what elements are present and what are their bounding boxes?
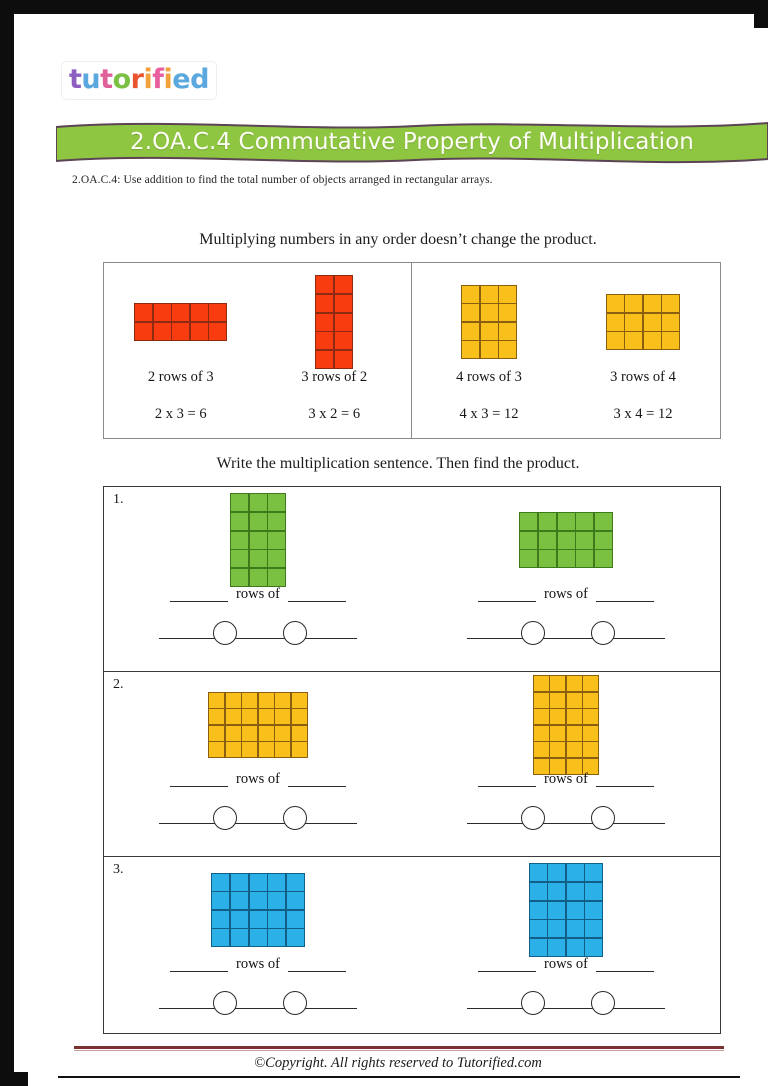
- logo-letter: u: [81, 64, 101, 95]
- array-cell: [268, 532, 285, 549]
- array-cell: [226, 742, 241, 757]
- array-cell: [231, 929, 248, 946]
- array-cell: [662, 332, 679, 349]
- sentence-rule: [467, 1008, 665, 1009]
- array-cell: [250, 494, 267, 511]
- array-cell: [481, 304, 498, 321]
- rows-of-answer-line: [478, 957, 654, 972]
- sentence-rule: [159, 823, 357, 824]
- array-cell: [335, 276, 352, 293]
- cols-blank-input[interactable]: [288, 957, 346, 972]
- multiplication-sentence-line[interactable]: [159, 615, 357, 645]
- sentence-rule: [467, 823, 665, 824]
- array-cell: [212, 911, 229, 928]
- title-banner: [56, 118, 768, 166]
- array-cell: [268, 929, 285, 946]
- rows-blank-input[interactable]: [170, 587, 228, 602]
- example-label: 2 rows of 3: [147, 369, 214, 385]
- times-symbol-circle[interactable]: [521, 806, 545, 830]
- array-cell: [268, 892, 285, 909]
- rows-of-label: rows of: [236, 771, 280, 787]
- array-cell: [231, 892, 248, 909]
- example-item: [566, 263, 720, 438]
- array-cell: [231, 569, 248, 586]
- rows-blank-input[interactable]: [478, 772, 536, 787]
- example-equation: 4 x 3 = 12: [459, 406, 519, 422]
- problem-number: 1.: [113, 492, 124, 507]
- array-cell: [550, 726, 565, 741]
- array-figure: [606, 279, 681, 365]
- rows-of-label: rows of: [236, 956, 280, 972]
- multiplication-sentence-line[interactable]: [467, 615, 665, 645]
- array-cell: [576, 513, 593, 530]
- array-cell: [550, 742, 565, 757]
- sentence-rule: [159, 638, 357, 639]
- array-cell: [499, 341, 516, 358]
- rows-of-answer-line: [170, 772, 346, 787]
- array-cell: [259, 693, 274, 708]
- array-cell: [275, 742, 290, 757]
- problem-part-right: [412, 672, 720, 856]
- rows-of-answer-line: [478, 587, 654, 602]
- array-cell: [154, 304, 171, 321]
- array-cell: [275, 726, 290, 741]
- example-item: [258, 263, 412, 438]
- array-cell: [250, 911, 267, 928]
- array-cell: [231, 911, 248, 928]
- array-grid: [461, 285, 517, 360]
- cols-blank-input[interactable]: [596, 957, 654, 972]
- array-cell: [231, 532, 248, 549]
- array-cell: [191, 323, 208, 340]
- example-group-right: [412, 263, 720, 438]
- array-cell: [548, 920, 565, 937]
- multiplication-sentence-line[interactable]: [159, 800, 357, 830]
- array-cell: [583, 742, 598, 757]
- rows-of-label: rows of: [544, 771, 588, 787]
- array-cell: [135, 323, 152, 340]
- logo-letter: i: [143, 64, 153, 95]
- array-cell: [172, 323, 189, 340]
- array-figure: [412, 487, 720, 585]
- array-cell: [231, 494, 248, 511]
- times-symbol-circle[interactable]: [213, 806, 237, 830]
- rows-blank-input[interactable]: [170, 957, 228, 972]
- array-cell: [567, 693, 582, 708]
- rows-of-answer-line: [170, 957, 346, 972]
- array-cell: [268, 911, 285, 928]
- array-figure: [104, 857, 412, 955]
- array-cell: [226, 709, 241, 724]
- array-cell: [499, 323, 516, 340]
- logo-text: [69, 65, 209, 95]
- array-cell: [212, 929, 229, 946]
- array-cell: [520, 532, 537, 549]
- footer-bottom-rule: [58, 1076, 740, 1078]
- example-label: 3 rows of 2: [301, 369, 368, 385]
- cols-blank-input[interactable]: [288, 587, 346, 602]
- sentence-rule: [159, 1008, 357, 1009]
- array-cell: [250, 874, 267, 891]
- problem-columns: [104, 857, 720, 1033]
- example-lead-text: Multiplying numbers in any order doesn’t change the product.: [199, 231, 597, 248]
- times-symbol-circle[interactable]: [521, 991, 545, 1015]
- array-cell: [231, 874, 248, 891]
- array-cell: [499, 304, 516, 321]
- array-cell: [567, 676, 582, 691]
- array-cell: [275, 693, 290, 708]
- array-cell: [534, 709, 549, 724]
- cols-blank-input[interactable]: [596, 587, 654, 602]
- array-cell: [585, 902, 602, 919]
- example-item: [412, 263, 566, 438]
- equals-symbol-circle[interactable]: [283, 621, 307, 645]
- array-cell: [583, 726, 598, 741]
- array-cell: [567, 709, 582, 724]
- array-cell: [287, 874, 304, 891]
- array-grid: [208, 692, 308, 759]
- array-figure: [315, 279, 353, 365]
- array-cell: [209, 693, 224, 708]
- multiplication-sentence-line[interactable]: [467, 985, 665, 1015]
- times-symbol-circle[interactable]: [521, 621, 545, 645]
- array-figure: [412, 857, 720, 955]
- array-cell: [534, 676, 549, 691]
- array-cell: [250, 892, 267, 909]
- problem-number: 2.: [113, 677, 124, 692]
- array-cell: [316, 351, 333, 368]
- array-cell: [292, 709, 307, 724]
- array-cell: [231, 550, 248, 567]
- array-cell: [226, 693, 241, 708]
- array-cell: [462, 323, 479, 340]
- array-cell: [585, 883, 602, 900]
- problem-part-left: [104, 857, 412, 1033]
- array-cell: [625, 332, 642, 349]
- array-cell: [595, 513, 612, 530]
- problem-part-right: [412, 857, 720, 1033]
- array-cell: [335, 351, 352, 368]
- problem-row: [103, 671, 721, 857]
- array-cell: [268, 550, 285, 567]
- logo-letter: e: [172, 64, 191, 95]
- rows-of-label: rows of: [544, 956, 588, 972]
- array-figure: [104, 487, 412, 585]
- array-cell: [335, 295, 352, 312]
- array-cell: [583, 709, 598, 724]
- copyright-text: ©Copyright. All rights reserved to Tutorified.com: [254, 1055, 542, 1071]
- array-cell: [499, 286, 516, 303]
- worksheet-sheet: [28, 28, 768, 1086]
- array-figure: [104, 672, 412, 770]
- array-cell: [558, 532, 575, 549]
- array-cell: [462, 341, 479, 358]
- array-figure: [134, 279, 227, 365]
- array-grid: [533, 675, 600, 775]
- array-grid: [211, 873, 304, 948]
- array-cell: [172, 304, 189, 321]
- array-cell: [550, 709, 565, 724]
- array-cell: [212, 892, 229, 909]
- array-cell: [209, 709, 224, 724]
- array-cell: [567, 742, 582, 757]
- array-cell: [191, 304, 208, 321]
- array-cell: [548, 883, 565, 900]
- tutorified-logo: [62, 62, 216, 99]
- rows-of-label: rows of: [544, 586, 588, 602]
- page-title: 2.OA.C.4 Commutative Property of Multiplication: [130, 129, 694, 155]
- equals-symbol-circle[interactable]: [591, 621, 615, 645]
- array-cell: [259, 742, 274, 757]
- array-cell: [520, 513, 537, 530]
- array-cell: [539, 550, 556, 567]
- example-item: [104, 263, 258, 438]
- array-cell: [530, 883, 547, 900]
- array-cell: [662, 314, 679, 331]
- cols-blank-input[interactable]: [596, 772, 654, 787]
- array-cell: [250, 513, 267, 530]
- array-cell: [558, 550, 575, 567]
- array-cell: [242, 709, 257, 724]
- array-cell: [287, 911, 304, 928]
- array-grid: [230, 493, 286, 586]
- array-cell: [567, 939, 584, 956]
- problem-columns: [104, 487, 720, 671]
- array-cell: [585, 939, 602, 956]
- array-cell: [268, 569, 285, 586]
- footer-rule: [74, 1046, 724, 1049]
- array-cell: [226, 726, 241, 741]
- array-figure: [412, 672, 720, 770]
- example-equation: 3 x 2 = 6: [308, 406, 361, 422]
- array-cell: [567, 902, 584, 919]
- times-symbol-circle[interactable]: [213, 621, 237, 645]
- array-cell: [209, 742, 224, 757]
- array-grid: [529, 863, 604, 956]
- array-cell: [481, 341, 498, 358]
- array-cell: [462, 286, 479, 303]
- array-cell: [275, 709, 290, 724]
- rows-blank-input[interactable]: [478, 957, 536, 972]
- array-cell: [625, 314, 642, 331]
- array-cell: [335, 332, 352, 349]
- array-cell: [550, 693, 565, 708]
- array-cell: [576, 532, 593, 549]
- array-cell: [212, 874, 229, 891]
- array-cell: [292, 726, 307, 741]
- array-cell: [534, 742, 549, 757]
- array-grid: [606, 294, 681, 350]
- array-cell: [316, 332, 333, 349]
- array-cell: [250, 550, 267, 567]
- array-cell: [154, 323, 171, 340]
- array-cell: [287, 892, 304, 909]
- array-cell: [292, 693, 307, 708]
- array-cell: [534, 726, 549, 741]
- array-cell: [607, 332, 624, 349]
- array-cell: [530, 864, 547, 881]
- problem-row: [103, 856, 721, 1034]
- array-cell: [530, 920, 547, 937]
- array-cell: [259, 726, 274, 741]
- array-cell: [335, 314, 352, 331]
- logo-letter: r: [130, 64, 144, 95]
- array-cell: [316, 295, 333, 312]
- array-cell: [548, 939, 565, 956]
- problem-part-left: [104, 672, 412, 856]
- array-cell: [209, 304, 226, 321]
- problem-row: [103, 486, 721, 672]
- array-cell: [530, 939, 547, 956]
- array-cell: [242, 742, 257, 757]
- array-grid: [134, 303, 227, 341]
- equals-symbol-circle[interactable]: [283, 991, 307, 1015]
- multiplication-sentence-line[interactable]: [159, 985, 357, 1015]
- array-cell: [595, 532, 612, 549]
- standard-description: 2.OA.C.4: Use addition to find the total number of objects arranged in rectangular arrays.: [72, 174, 493, 186]
- array-cell: [585, 864, 602, 881]
- array-cell: [259, 709, 274, 724]
- array-cell: [268, 494, 285, 511]
- sentence-rule: [467, 638, 665, 639]
- times-symbol-circle[interactable]: [213, 991, 237, 1015]
- logo-letter: i: [163, 64, 173, 95]
- array-cell: [558, 513, 575, 530]
- array-cell: [242, 726, 257, 741]
- array-cell: [644, 332, 661, 349]
- example-equation: 2 x 3 = 6: [154, 406, 207, 422]
- rows-of-answer-line: [170, 587, 346, 602]
- rows-blank-input[interactable]: [170, 772, 228, 787]
- logo-letter: d: [190, 64, 209, 95]
- array-cell: [250, 929, 267, 946]
- example-group-left: [104, 263, 412, 438]
- array-cell: [287, 929, 304, 946]
- array-cell: [567, 726, 582, 741]
- array-cell: [644, 314, 661, 331]
- cols-blank-input[interactable]: [288, 772, 346, 787]
- array-cell: [550, 676, 565, 691]
- logo-letter: f: [152, 64, 164, 95]
- array-cell: [607, 314, 624, 331]
- array-cell: [316, 276, 333, 293]
- footer-rule-thin: [74, 1050, 724, 1051]
- multiplication-sentence-line[interactable]: [467, 800, 665, 830]
- problem-columns: [104, 672, 720, 856]
- array-cell: [585, 920, 602, 937]
- example-equation: 3 x 4 = 12: [613, 406, 673, 422]
- array-cell: [242, 693, 257, 708]
- array-cell: [576, 550, 593, 567]
- equals-symbol-circle[interactable]: [591, 991, 615, 1015]
- array-cell: [595, 550, 612, 567]
- array-cell: [583, 693, 598, 708]
- array-cell: [316, 314, 333, 331]
- array-cell: [292, 742, 307, 757]
- array-cell: [481, 286, 498, 303]
- array-cell: [539, 532, 556, 549]
- rows-of-label: rows of: [236, 586, 280, 602]
- equals-symbol-circle[interactable]: [283, 806, 307, 830]
- array-grid: [315, 275, 353, 368]
- task-lead-text: Write the multiplication sentence. Then find the product.: [216, 455, 580, 472]
- array-cell: [462, 304, 479, 321]
- equals-symbol-circle[interactable]: [591, 806, 615, 830]
- array-cell: [530, 902, 547, 919]
- example-box: [103, 262, 721, 439]
- problem-part-left: [104, 487, 412, 671]
- array-cell: [209, 323, 226, 340]
- logo-letter: t: [100, 64, 113, 95]
- example-label: 4 rows of 3: [456, 369, 522, 385]
- array-cell: [135, 304, 152, 321]
- example-label: 3 rows of 4: [610, 369, 676, 385]
- array-cell: [231, 513, 248, 530]
- array-cell: [539, 513, 556, 530]
- array-cell: [268, 513, 285, 530]
- array-grid: [519, 512, 612, 568]
- logo-letter: o: [112, 64, 131, 95]
- array-cell: [625, 295, 642, 312]
- array-figure: [461, 279, 517, 365]
- array-cell: [644, 295, 661, 312]
- array-cell: [567, 864, 584, 881]
- array-cell: [607, 295, 624, 312]
- rows-blank-input[interactable]: [478, 587, 536, 602]
- array-cell: [548, 902, 565, 919]
- array-cell: [548, 864, 565, 881]
- problem-part-right: [412, 487, 720, 671]
- array-cell: [583, 676, 598, 691]
- array-cell: [250, 569, 267, 586]
- array-cell: [534, 693, 549, 708]
- problem-number: 3.: [113, 862, 124, 877]
- logo-letter: t: [69, 64, 82, 95]
- array-cell: [567, 920, 584, 937]
- array-cell: [481, 323, 498, 340]
- array-cell: [250, 532, 267, 549]
- array-cell: [209, 726, 224, 741]
- array-cell: [662, 295, 679, 312]
- array-cell: [520, 550, 537, 567]
- array-cell: [567, 883, 584, 900]
- array-cell: [268, 874, 285, 891]
- rows-of-answer-line: [478, 772, 654, 787]
